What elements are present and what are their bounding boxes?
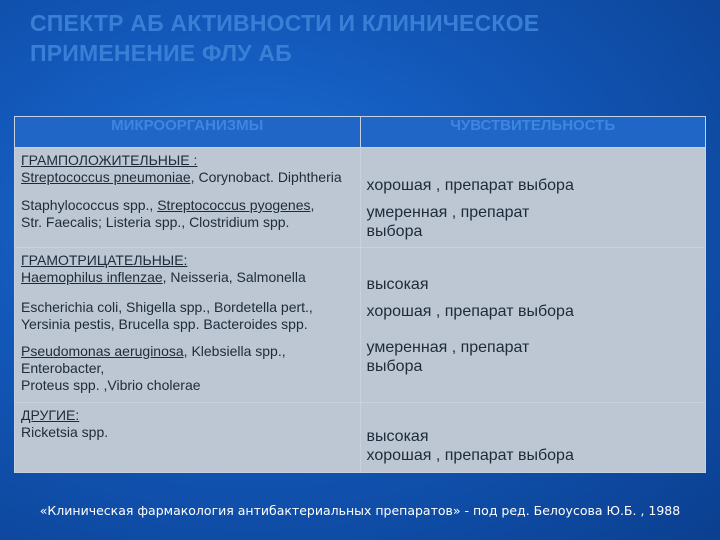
sensitivity-text: высокая хорошая , препарат выбора — [366, 428, 574, 464]
sensitivity-cell — [360, 148, 706, 248]
sensitivity-text: высокая — [366, 276, 429, 293]
sensitivity-table — [14, 116, 706, 473]
table-row — [15, 403, 706, 473]
group-heading: ГРАМОТРИЦАТЕЛЬНЫЕ: — [21, 252, 188, 268]
organism-line: Pseudomonas aeruginosa, Klebsiella spp., Enterobacter, — [21, 343, 286, 376]
organism-line: Streptococcus pneumoniae, Corynobact. Diphtheria — [21, 169, 342, 185]
microorganisms-cell — [15, 248, 361, 403]
table-header-row — [15, 117, 706, 148]
organism-line: Proteus spp. ,Vibrio cholerae — [21, 377, 201, 393]
table-row — [15, 248, 706, 403]
organism-line: Haemophilus inflenzae, Neisseria, Salmonella — [21, 269, 306, 285]
sensitivity-text: умеренная , препарат выбора — [366, 339, 530, 375]
group-heading: ГРАМПОЛОЖИТЕЛЬНЫЕ : — [21, 152, 198, 168]
sensitivity-text: хорошая , препарат выбора — [366, 177, 574, 194]
title-line-2: ПРИМЕНЕНИЕ ФЛУ АБ — [30, 40, 292, 66]
sensitivity-text: умеренная , препарат выбора — [366, 204, 530, 240]
organism-line: Ricketsia spp. — [21, 424, 109, 440]
title-line-1: СПЕКТР АБ АКТИВНОСТИ И КЛИНИЧЕСКОЕ — [30, 10, 540, 36]
microorganisms-cell — [15, 148, 361, 248]
slide-title — [30, 8, 690, 68]
sensitivity-cell — [360, 403, 706, 473]
source-citation: «Клиническая фармакология антибактериальных препаратов» - под ред. Белоусова Ю.Б. , 1988 — [39, 503, 681, 518]
organism-line: Yersinia pestis, Brucella spp. Bacteroides spp. — [21, 316, 308, 332]
header-sensitivity: ЧУВСТВИТЕЛЬНОСТЬ — [360, 117, 706, 148]
header-microorganisms: МИКРООРГАНИЗМЫ — [15, 117, 361, 148]
sensitivity-cell — [360, 248, 706, 403]
sensitivity-text: хорошая , препарат выбора — [366, 303, 574, 320]
organism-line: Staphylococcus spp., Streptococcus pyogenes, — [21, 197, 315, 213]
table-row — [15, 148, 706, 248]
organism-line: Escherichia coli, Shigella spp., Bordetella pert., — [21, 299, 313, 315]
group-heading: ДРУГИЕ: — [21, 407, 80, 423]
microorganisms-cell — [15, 403, 361, 473]
organism-line: Str. Faecalis; Listeria spp., Clostridium spp. — [21, 214, 290, 230]
